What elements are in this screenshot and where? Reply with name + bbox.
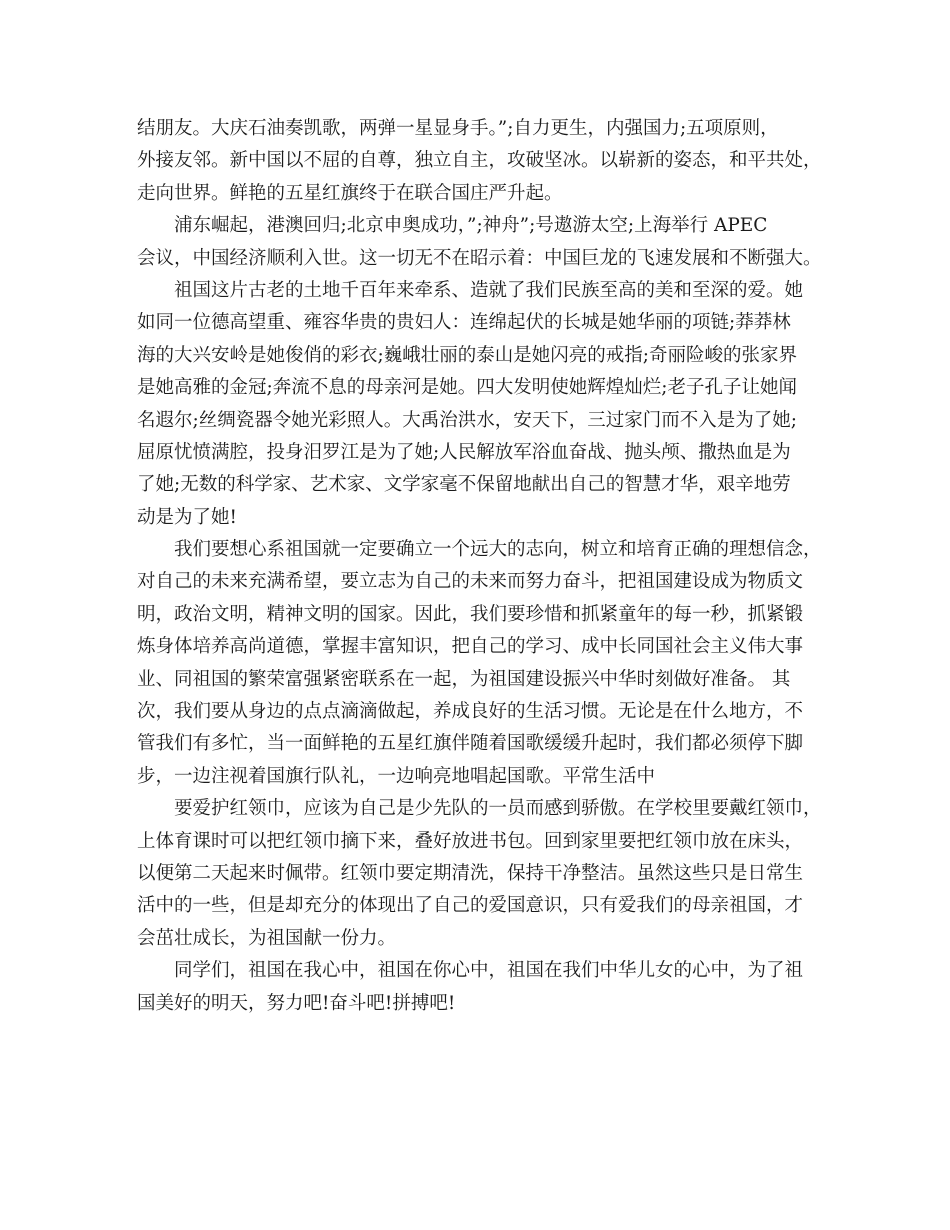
text-line: 会茁壮成长，为祖国献一份力。	[137, 927, 397, 949]
text-line: 动是为了她!	[137, 506, 237, 528]
text-line: 屈原忧愤满腔，投身汨罗江是为了她;人民解放军浴血奋战、抛头颅、撒热血是为	[137, 441, 791, 463]
text-line: 上体育课时可以把红领巾摘下来，叠好放进书包。回到家里要把红领巾放在床头，	[137, 830, 804, 852]
text-line: 名遐尔;丝绸瓷器令她光彩照人。大禹治洪水，安天下，三过家门而不入是为了她;	[137, 409, 797, 431]
text-line: 明，政治文明，精神文明的国家。因此，我们要珍惜和抓紧童年的每一秒，抓紧锻	[137, 603, 804, 625]
paragraph-first-line: 祖国这片古老的土地千百年来牵系、造就了我们民族至高的美和至深的爱。她	[174, 279, 804, 301]
text-line: 外接友邻。新中国以不屈的自尊，独立自主，攻破坚冰。以崭新的姿态，和平共处，	[137, 150, 822, 172]
text-line: 次，我们要从身边的点点滴滴做起，养成良好的生活习惯。无论是在什么地方，不	[137, 701, 804, 723]
text-line: 是她高雅的金冠;奔流不息的母亲河是她。四大发明使她辉煌灿烂;老子孔子让她闻	[137, 377, 797, 399]
paragraph-first-line: 我们要想心系祖国就一定要确立一个远大的志向，树立和培育正确的理想信念，	[174, 539, 822, 561]
text-line: 走向世界。鲜艳的五星红旗终于在联合国庄严升起。	[137, 182, 563, 204]
text-line: 步，一边注视着国旗行队礼，一边响亮地唱起国歌。平常生活中	[137, 765, 656, 787]
paragraph-first-line: 要爱护红领巾，应该为自己是少先队的一员而感到骄傲。在学校里要戴红领巾，	[174, 798, 822, 820]
text-line: 对自己的未来充满希望，要立志为自己的未来而努力奋斗，把祖国建设成为物质文	[137, 571, 804, 593]
text-line: 如同一位德高望重、雍容华贵的贵妇人：连绵起伏的长城是她华丽的项链;莽莽林	[137, 312, 791, 334]
text-line: 会议，中国经济顺利入世。这一切无不在昭示着：中国巨龙的飞速发展和不断强大。	[137, 247, 822, 269]
text-line: 海的大兴安岭是她俊俏的彩衣;巍峨壮丽的泰山是她闪亮的戒指;奇丽险峻的张家界	[137, 344, 797, 366]
document-body	[137, 113, 827, 1020]
text-line: 管我们有多忙，当一面鲜艳的五星红旗伴随着国歌缓缓升起时，我们都必须停下脚	[137, 733, 804, 755]
text-line: 结朋友。大庆石油奏凯歌，两弹一星显身手。”;自力更生，内强国力;五项原则，	[137, 118, 779, 139]
text-line: 业、同祖国的繁荣富强紧密联系在一起，为祖国建设振兴中华时刻做好准备。 其	[137, 668, 791, 690]
text-line: 炼身体培养高尚道德，掌握丰富知识，把自己的学习、成中长同国社会主义伟大事	[137, 636, 804, 658]
paragraph-first-line: 浦东崛起，港澳回归;北京申奥成功，”;神舟”;号遨游太空;上海举行 APEC	[174, 215, 768, 237]
text-line: 了她;无数的科学家、艺术家、文学家毫不保留地献出自己的智慧才华，艰辛地劳	[137, 474, 791, 496]
paragraph-first-line: 同学们，祖国在我心中，祖国在你心中，祖国在我们中华儿女的心中，为了祖	[174, 960, 804, 982]
text-line: 以便第二天起来时佩带。红领巾要定期清洗，保持干净整洁。虽然这些只是日常生	[137, 862, 804, 884]
text-line: 活中的一些，但是却充分的体现出了自己的爱国意识，只有爱我们的母亲祖国，才	[137, 895, 804, 917]
text-line: 国美好的明天，努力吧!奋斗吧!拼搏吧!	[137, 992, 456, 1014]
